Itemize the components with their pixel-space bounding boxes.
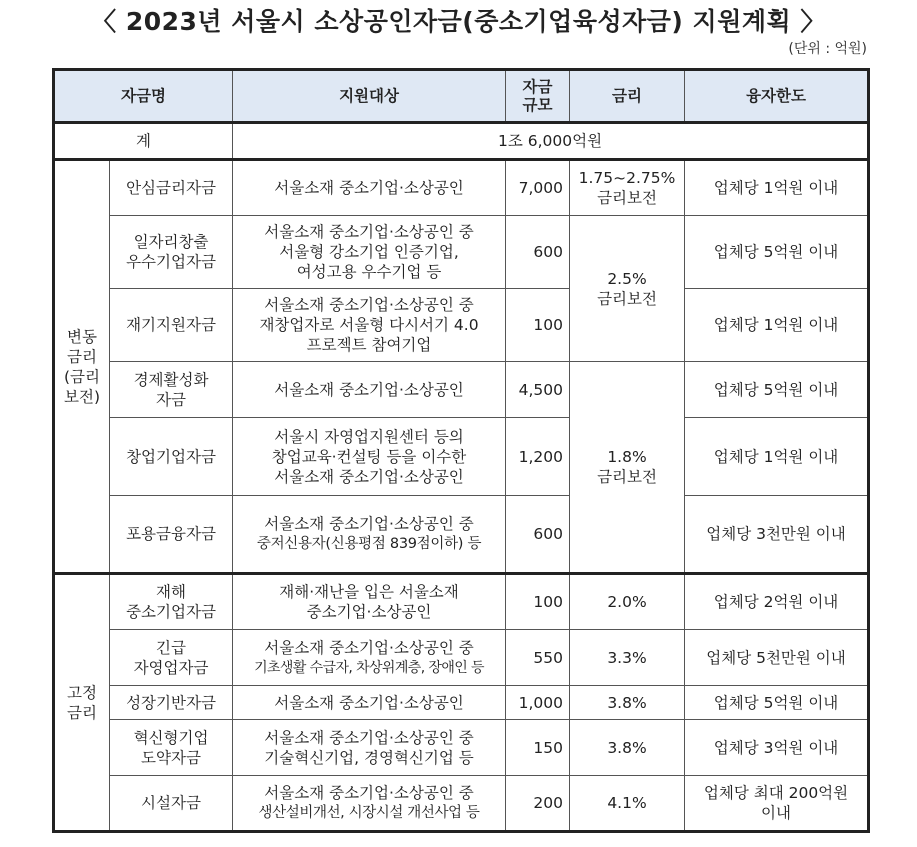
- rate-cell: 2.0%: [570, 574, 685, 630]
- target-cell: [233, 776, 506, 832]
- limit-cell: 업체당 5억원 이내: [685, 686, 869, 720]
- rate-text: 1.8%: [607, 448, 647, 466]
- rate-cell: 3.8%: [570, 720, 685, 776]
- fund-name-cell: [110, 574, 233, 630]
- group-variable-rate: [54, 160, 110, 574]
- fund-name-cell: [110, 160, 233, 216]
- limit-cell: 업체당 1억원 이내: [685, 160, 869, 216]
- header-scale-line1: 자금: [522, 78, 553, 96]
- fund-name: 긴급: [156, 638, 186, 657]
- target-cell: [233, 418, 506, 496]
- fund-name: 재해: [156, 583, 186, 601]
- fund-name: 혁신형기업: [133, 728, 209, 747]
- table-row: [54, 216, 869, 289]
- rate-cell: [570, 362, 685, 574]
- table-row: [54, 720, 869, 776]
- rate-cell: 3.8%: [570, 686, 685, 720]
- scale-cell: 100: [506, 289, 570, 362]
- scale-cell: 1,200: [506, 418, 570, 496]
- fund-name: 성장기반자금: [126, 693, 216, 712]
- rate-text: 1.75~2.75%: [578, 169, 676, 187]
- table-row: [54, 496, 869, 574]
- table-row: [54, 776, 869, 832]
- target-text: 중소기업·소상공인: [306, 603, 432, 621]
- limit-cell: 업체당 3억원 이내: [685, 720, 869, 776]
- limit-text: 업체당 최대 200억원: [703, 784, 849, 802]
- fund-name: 경제활성화: [133, 370, 209, 389]
- rate-text: 2.5%: [607, 269, 647, 288]
- header-limit: 융자한도: [685, 70, 869, 123]
- rate-cell: [570, 160, 685, 216]
- fund-name-cell: [110, 776, 233, 832]
- scale-cell: 7,000: [506, 160, 570, 216]
- target-text: 재해·재난을 입은 서울소재: [279, 583, 459, 601]
- scale-cell: 1,000: [506, 686, 570, 720]
- target-text: 서울소재 중소기업·소상공인: [274, 380, 464, 399]
- scale-cell: 100: [506, 574, 570, 630]
- table-row: [54, 160, 869, 216]
- header-scale-line2: 규모: [522, 96, 553, 114]
- target-cell: [233, 686, 506, 720]
- target-text: 서울시 자영업지원센터 등의: [274, 427, 464, 446]
- fund-name: 우수기업자금: [126, 253, 216, 271]
- fund-name-cell: [110, 362, 233, 418]
- table-row: [54, 362, 869, 418]
- target-cell: [233, 289, 506, 362]
- table-row: [54, 289, 869, 362]
- target-text: 서울소재 중소기업·소상공인 중: [264, 638, 474, 657]
- rate-cell: [570, 216, 685, 362]
- target-text: 기초생활 수급자, 차상위계층, 장애인 등: [254, 659, 484, 676]
- limit-cell: [685, 776, 869, 832]
- total-row: [54, 123, 869, 160]
- target-text: 서울소재 중소기업·소상공인 중: [264, 784, 474, 802]
- target-text: 서울소재 중소기업·소상공인: [274, 179, 464, 197]
- group-label-line: 보전): [64, 387, 100, 406]
- fund-name-cell: [110, 418, 233, 496]
- rate-text: 금리보전: [597, 189, 657, 207]
- target-text: 프로젝트 참여기업: [306, 336, 432, 354]
- group-label-line: 금리: [67, 347, 97, 366]
- target-text: 재창업자로 서울형 다시서기 4.0: [259, 316, 479, 334]
- scale-cell: 550: [506, 630, 570, 686]
- table-row: [54, 574, 869, 630]
- header-rate: 금리: [570, 70, 685, 123]
- target-cell: [233, 160, 506, 216]
- header-row: [54, 70, 869, 123]
- target-cell: [233, 496, 506, 574]
- fund-name-cell: [110, 686, 233, 720]
- table-row: [54, 686, 869, 720]
- group-fixed-rate: [54, 574, 110, 832]
- scale-cell: 150: [506, 720, 570, 776]
- fund-name: 일자리창출: [133, 233, 209, 251]
- target-cell: [233, 216, 506, 289]
- scale-cell: 4,500: [506, 362, 570, 418]
- fund-name-cell: [110, 630, 233, 686]
- fund-name: 자영업자금: [133, 658, 209, 677]
- limit-cell: 업체당 1억원 이내: [685, 289, 869, 362]
- group-label-line: 금리: [67, 703, 97, 722]
- target-text: 여성고용 우수기업 등: [296, 263, 442, 281]
- target-text: 창업교육·컨설팅 등을 이수한: [271, 447, 467, 466]
- fund-name: 안심금리자금: [126, 179, 216, 197]
- target-cell: [233, 362, 506, 418]
- fund-name: 자금: [156, 390, 186, 409]
- unit-label: (단위 : 억원): [788, 41, 867, 57]
- target-cell: [233, 574, 506, 630]
- rate-text: 금리보전: [597, 468, 657, 486]
- scale-cell: 200: [506, 776, 570, 832]
- table-row: [54, 630, 869, 686]
- rate-text: 금리보전: [597, 289, 657, 308]
- limit-cell: 업체당 5억원 이내: [685, 362, 869, 418]
- target-text: 서울소재 중소기업·소상공인 중: [264, 296, 474, 314]
- rate-cell: 3.3%: [570, 630, 685, 686]
- fund-name: 도약자금: [141, 748, 201, 767]
- target-cell: [233, 630, 506, 686]
- target-text: 기술혁신기업, 경영혁신기업 등: [264, 748, 474, 767]
- table-row: [54, 418, 869, 496]
- fund-name: 창업기업자금: [126, 447, 216, 466]
- header-scale: [506, 70, 570, 123]
- total-value: 1조 6,000억원: [233, 123, 869, 160]
- scale-cell: 600: [506, 216, 570, 289]
- rate-cell: 4.1%: [570, 776, 685, 832]
- fund-name-cell: [110, 289, 233, 362]
- fund-name-cell: [110, 496, 233, 574]
- fund-name: 재기지원자금: [126, 316, 216, 334]
- group-label-line: 변동: [67, 327, 97, 346]
- header-fund-name: 자금명: [54, 70, 233, 123]
- target-text: 서울소재 중소기업·소상공인 중: [264, 515, 474, 533]
- limit-cell: 업체당 2억원 이내: [685, 574, 869, 630]
- limit-cell: 업체당 1억원 이내: [685, 418, 869, 496]
- limit-text: 이내: [761, 804, 791, 822]
- group-label-line: (금리: [64, 367, 100, 386]
- limit-cell: 업체당 5억원 이내: [685, 216, 869, 289]
- target-text: 서울형 강소기업 인증기업,: [279, 243, 459, 261]
- group-label-line: 고정: [67, 683, 97, 702]
- target-text: 서울소재 중소기업·소상공인 중: [264, 728, 474, 747]
- fund-name: 중소기업자금: [126, 603, 216, 621]
- fund-name-cell: [110, 720, 233, 776]
- header-target: 지원대상: [233, 70, 506, 123]
- fund-name-cell: [110, 216, 233, 289]
- target-text: 서울소재 중소기업·소상공인: [274, 693, 464, 712]
- fund-plan-table: [52, 68, 870, 833]
- target-cell: [233, 720, 506, 776]
- target-text: 서울소재 중소기업·소상공인 중: [264, 223, 474, 241]
- target-text: 서울소재 중소기업·소상공인: [274, 467, 464, 486]
- fund-name: 시설자금: [141, 794, 201, 812]
- limit-cell: 업체당 3천만원 이내: [685, 496, 869, 574]
- fund-name: 포용금융자금: [126, 525, 216, 543]
- target-text: 생산설비개선, 시장시설 개선사업 등: [258, 805, 480, 821]
- scale-cell: 600: [506, 496, 570, 574]
- page-title: 〈 2023년 서울시 소상공인자금(중소기업육성자금) 지원계획 〉: [91, 7, 826, 36]
- total-label: 계: [54, 123, 233, 160]
- limit-cell: 업체당 5천만원 이내: [685, 630, 869, 686]
- target-text: 중저신용자(신용평점 839점이하) 등: [256, 536, 482, 552]
